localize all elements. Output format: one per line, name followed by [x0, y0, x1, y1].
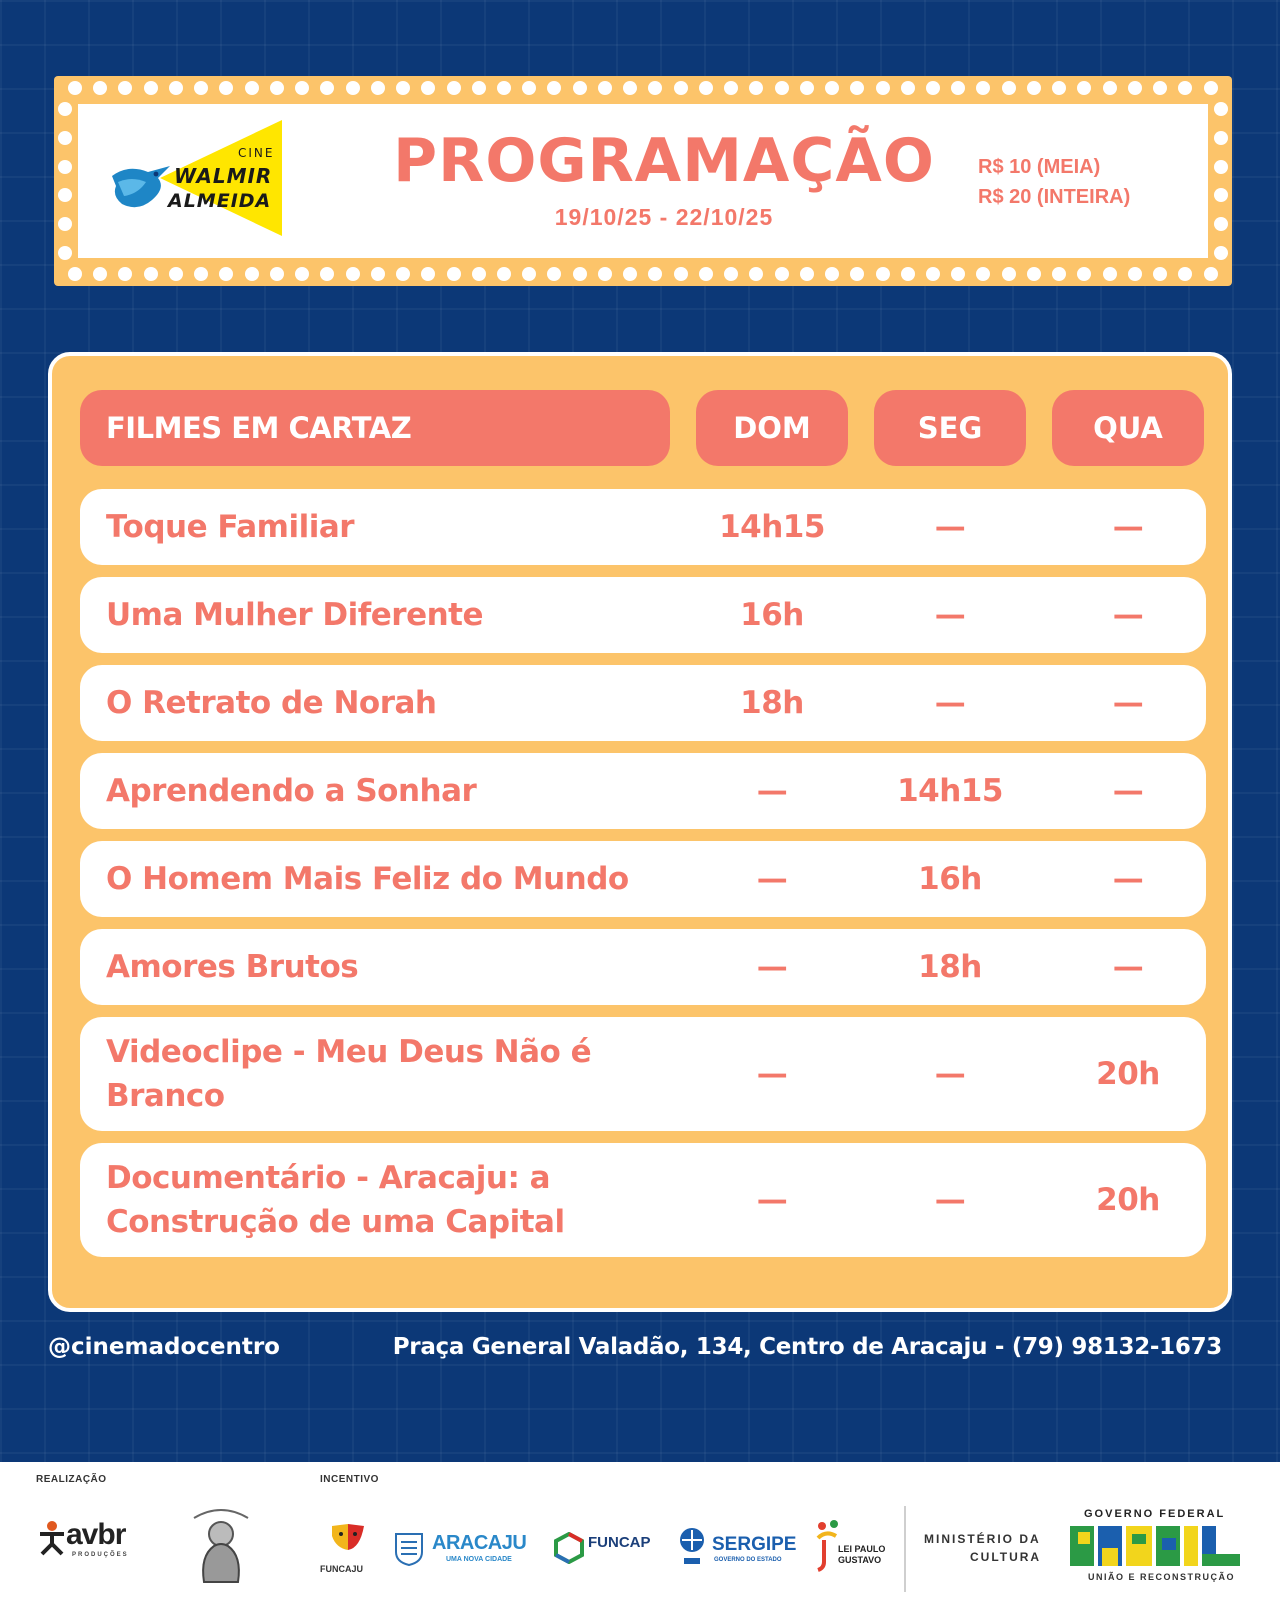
marquee-bulb [270, 267, 284, 281]
marquee-bulb [775, 267, 789, 281]
showtime-seg: — [934, 597, 966, 633]
logo-cine-text: CINE [238, 146, 275, 160]
marquee-bulb [699, 81, 713, 95]
showtime-seg: 14h15 [897, 773, 1003, 809]
showtime-seg: 16h [918, 861, 982, 897]
marquee-bulb [825, 81, 839, 95]
marquee-bulb [245, 81, 259, 95]
marquee-bulb [421, 267, 435, 281]
marquee-bulb [522, 81, 536, 95]
marquee-bulb [623, 81, 637, 95]
day-header-seg: SEG [874, 390, 1026, 466]
header-marquee [54, 76, 1232, 286]
marquee-bulb [674, 267, 688, 281]
marquee-bulb [1002, 267, 1016, 281]
marquee-bulb [1153, 81, 1167, 95]
film-title: Toque Familiar [106, 509, 355, 545]
marquee-bulb [1214, 131, 1228, 145]
film-title: Aprendendo a Sonhar [106, 773, 477, 809]
showtime-dom: — [756, 861, 788, 897]
marquee-bulb [194, 81, 208, 95]
day-header-qua: QUA [1052, 390, 1204, 466]
showtime-dom: — [756, 773, 788, 809]
showtime-seg: — [934, 685, 966, 721]
showtime-dom: 16h [740, 597, 804, 633]
marquee-bulb [926, 267, 940, 281]
ministerio-text: MINISTÉRIO DA [924, 1532, 1041, 1546]
marquee-bulb [58, 246, 72, 260]
marquee-bulbs-left [58, 102, 72, 260]
marquee-bulb [850, 267, 864, 281]
marquee-bulb [800, 267, 814, 281]
governo-federal-text: GOVERNO FEDERAL [1084, 1508, 1226, 1520]
marquee-bulb [68, 81, 82, 95]
marquee-bulb [976, 81, 990, 95]
marquee-bulb [1153, 267, 1167, 281]
showtime-qua: — [1112, 861, 1144, 897]
instagram-handle[interactable]: @cinemadocentro [48, 1334, 280, 1360]
schedule-row [80, 1143, 1206, 1257]
marquee-bulb [320, 267, 334, 281]
showtime-dom: — [756, 1182, 788, 1218]
sketch-emblem-icon [186, 1502, 256, 1588]
marquee-bulb [58, 188, 72, 202]
schedule-row [80, 841, 1206, 917]
marquee-bulb [421, 81, 435, 95]
marquee-bulb [1178, 81, 1192, 95]
marquee-bulb [749, 267, 763, 281]
marquee-bulb [1077, 267, 1091, 281]
marquee-bulb [547, 81, 561, 95]
showtime-qua: 20h [1096, 1056, 1160, 1092]
aracaju-text: ARACAJU [432, 1532, 527, 1554]
sergipe-sub-text: GOVERNO DO ESTADO [714, 1557, 782, 1563]
marquee-bulb [497, 267, 511, 281]
marquee-bulb [169, 267, 183, 281]
marquee-bulb [497, 81, 511, 95]
marquee-bulb [472, 81, 486, 95]
marquee-bulb [144, 267, 158, 281]
showtime-seg: — [934, 1182, 966, 1218]
marquee-bulb [1128, 81, 1142, 95]
marquee-bulb [674, 81, 688, 95]
marquee-bulb [876, 267, 890, 281]
avbr-sub-text: PRODUÇÕES [72, 1552, 129, 1558]
marquee-bulb [522, 267, 536, 281]
marquee-bulb [396, 81, 410, 95]
funcap-text: FUNCAP [588, 1534, 651, 1551]
film-title: Videoclipe - Meu Deus Não é Branco [106, 1034, 592, 1114]
marquee-bulb [58, 102, 72, 116]
marquee-bulb [1178, 267, 1192, 281]
marquee-bulb [219, 81, 233, 95]
marquee-bulb [320, 81, 334, 95]
film-title: O Homem Mais Feliz do Mundo [106, 861, 629, 897]
marquee-bulb [58, 131, 72, 145]
aracaju-sub-text: UMA NOVA CIDADE [446, 1556, 512, 1563]
header-card [78, 104, 1208, 258]
showtime-seg: — [934, 509, 966, 545]
showtime-qua: 20h [1096, 1182, 1160, 1218]
marquee-bulb [775, 81, 789, 95]
funcaju-mask-icon [330, 1522, 366, 1556]
marquee-bulb [118, 81, 132, 95]
marquee-bulb [1214, 217, 1228, 231]
realizacao-label: REALIZAÇÃO [36, 1474, 107, 1485]
marquee-bulb [118, 267, 132, 281]
marquee-bulb [573, 81, 587, 95]
marquee-bulb [371, 267, 385, 281]
marquee-bulb [144, 81, 158, 95]
marquee-bulb [58, 217, 72, 231]
marquee-bulb [270, 81, 284, 95]
marquee-bulb [1027, 267, 1041, 281]
marquee-bulb [976, 267, 990, 281]
price-meia: R$ 10 (MEIA) [978, 156, 1101, 178]
marquee-bulb [58, 160, 72, 174]
marquee-bulb [371, 81, 385, 95]
marquee-bulb [648, 81, 662, 95]
marquee-bulb [1204, 81, 1218, 95]
funcap-logo [554, 1528, 668, 1572]
sergipe-logo [678, 1524, 797, 1574]
schedule-row [80, 489, 1206, 565]
marquee-bulb [93, 267, 107, 281]
marquee-bulb [1128, 267, 1142, 281]
date-range: 19/10/25 - 22/10/25 [554, 204, 774, 230]
marquee-bulb [1214, 160, 1228, 174]
marquee-bulb [724, 81, 738, 95]
schedule-row [80, 665, 1206, 741]
marquee-bulb [876, 81, 890, 95]
lpg-text: LEI PAULO GUSTAVO [838, 1544, 886, 1565]
marquee-bulb [648, 267, 662, 281]
marquee-bulb [1052, 81, 1066, 95]
aracaju-crest-icon [394, 1530, 424, 1566]
marquee-bulb [850, 81, 864, 95]
showtime-dom: — [756, 1056, 788, 1092]
film-title: Uma Mulher Diferente [106, 597, 484, 633]
schedule-row [80, 1017, 1206, 1131]
schedule-row [80, 577, 1206, 653]
marquee-bulb [598, 267, 612, 281]
schedule-panel [48, 352, 1232, 1312]
cine-walmir-almeida-logo [108, 120, 288, 238]
marquee-bulb [447, 81, 461, 95]
funcaju-text: FUNCAJU [320, 1564, 364, 1574]
marquee-bulbs-bottom [68, 267, 1218, 281]
marquee-bulb [699, 267, 713, 281]
avbr-text: avbr [66, 1518, 126, 1551]
marquee-bulb [1027, 81, 1041, 95]
sponsors-bar [0, 1462, 1280, 1600]
marquee-bulb [573, 267, 587, 281]
marquee-bulb [1052, 267, 1066, 281]
marquee-bulb [724, 267, 738, 281]
prefeitura-aracaju-logo [394, 1528, 527, 1572]
showtime-seg: 18h [918, 949, 982, 985]
address-and-phone: Praça General Valadão, 134, Centro de Aracaju - (79) 98132-1673 [392, 1334, 1222, 1360]
film-title: O Retrato de Norah [106, 685, 437, 721]
avbr-figure-icon [38, 1520, 66, 1556]
marquee-bulbs-top [68, 81, 1218, 95]
marquee-bulb [951, 81, 965, 95]
marquee-bulb [447, 267, 461, 281]
marquee-bulb [93, 81, 107, 95]
showtime-seg: — [934, 1056, 966, 1092]
marquee-bulb [926, 81, 940, 95]
marquee-bulb [245, 267, 259, 281]
marquee-bulb [1214, 102, 1228, 116]
marquee-bulb [169, 81, 183, 95]
marquee-bulb [68, 267, 82, 281]
showtime-qua: — [1112, 509, 1144, 545]
funcap-hexagon-icon [554, 1532, 584, 1564]
marquee-bulb [825, 267, 839, 281]
marquee-bulb [1214, 246, 1228, 260]
marquee-bulb [295, 267, 309, 281]
showtime-dom: — [756, 949, 788, 985]
marquee-bulb [1077, 81, 1091, 95]
marquee-bulb [901, 81, 915, 95]
marquee-bulb [396, 267, 410, 281]
marquee-bulb [1214, 188, 1228, 202]
marquee-bulb [295, 81, 309, 95]
showtime-qua: — [1112, 685, 1144, 721]
marquee-bulb [346, 81, 360, 95]
day-header-dom: DOM [696, 390, 848, 466]
funcaju-logo [320, 1522, 376, 1580]
marquee-bulb [623, 267, 637, 281]
uniao-text: UNIÃO E RECONSTRUÇÃO [1088, 1572, 1236, 1582]
logo-walmir-text: WALMIR [174, 164, 273, 188]
showtime-dom: 14h15 [719, 509, 825, 545]
price-inteira: R$ 20 (INTEIRA) [978, 186, 1131, 208]
marquee-bulb [1103, 267, 1117, 281]
marquee-bulb [547, 267, 561, 281]
film-title: Documentário - Aracaju: a Construção de uma Capital [106, 1160, 565, 1240]
showtime-qua: — [1112, 949, 1144, 985]
marquee-bulb [219, 267, 233, 281]
lei-paulo-gustavo-logo [812, 1518, 892, 1582]
marquee-bulb [598, 81, 612, 95]
marquee-bulb [800, 81, 814, 95]
marquee-bulb [1002, 81, 1016, 95]
marquee-bulb [1204, 267, 1218, 281]
showtime-qua: — [1112, 773, 1144, 809]
marquee-bulb [346, 267, 360, 281]
sergipe-emblem-icon [678, 1524, 706, 1568]
sergipe-text: SERGIPE [712, 1534, 797, 1555]
page-title: PROGRAMAÇÃO [393, 126, 935, 196]
showtime-dom: 18h [740, 685, 804, 721]
marquee-bulb [194, 267, 208, 281]
logo-almeida-text: ALMEIDA [168, 190, 272, 212]
incentivo-label: INCENTIVO [320, 1474, 379, 1485]
films-header: FILMES EM CARTAZ [80, 390, 670, 466]
brasil-wordmark [1068, 1524, 1244, 1580]
avbr-logo [38, 1518, 152, 1562]
schedule-row [80, 929, 1206, 1005]
marquee-bulb [749, 81, 763, 95]
sponsors-divider [904, 1506, 906, 1592]
film-title: Amores Brutos [106, 949, 359, 985]
schedule-row [80, 753, 1206, 829]
marquee-bulb [951, 267, 965, 281]
showtime-qua: — [1112, 597, 1144, 633]
marquee-bulb [472, 267, 486, 281]
marquee-bulbs-right [1214, 102, 1228, 260]
marquee-bulb [901, 267, 915, 281]
marquee-bulb [1103, 81, 1117, 95]
cultura-text: CULTURA [970, 1550, 1042, 1564]
brasil-blocks-icon [1068, 1524, 1244, 1568]
